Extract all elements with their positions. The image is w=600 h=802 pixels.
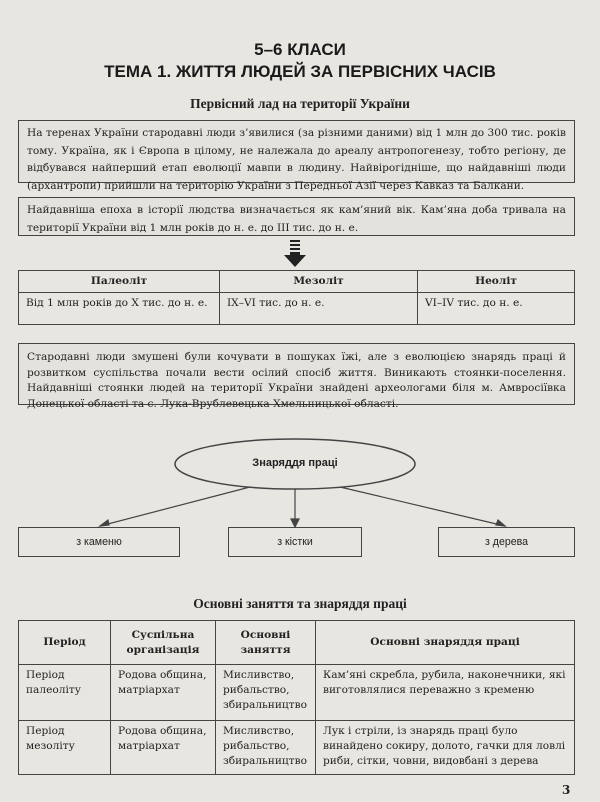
- table-cell: Мисливство, рибальство, збиральництво: [216, 665, 316, 721]
- intro-paragraph-box: На теренах України стародавні люди з’явилися (за різними даними) від 1 млн до 300 тис. років тому. Україна, як і Європа в цілому, не належала до ареалу антропогенезу, тобто регіону, де відбувався найперший етап еволюції мавпи в людину. Найвірогідніше, що найдавніші люди (архантропи) прийшли на територію України з Передньої Азії через Кавказ та Балкани.: [18, 120, 575, 183]
- section-title: Основні заняття та знаряддя праці: [193, 596, 407, 611]
- branch-wood: з дерева: [438, 527, 575, 557]
- table-cell: Період палеоліту: [19, 665, 111, 721]
- table-cell: Родова община, матріархат: [111, 721, 216, 775]
- down-arrow-icon: [283, 240, 307, 268]
- occupations-table: [18, 620, 575, 775]
- table-cell: Період мезоліту: [19, 721, 111, 775]
- period-header: Неоліт: [418, 271, 575, 293]
- stone-age-paragraph-box: Найдавніша епоха в історії людства визначається як кам’яний вік. Кам’яна доба тривала на території України від 1 млн років до н. е. до III тис. до н. е.: [18, 197, 575, 236]
- period-dates: IX–VI тис. до н. е.: [220, 293, 418, 325]
- diagram-center-label: Знаряддя праці: [252, 457, 338, 469]
- topic-heading: ТЕМА 1. ЖИТТЯ ЛЮДЕЙ ЗА ПЕРВІСНИХ ЧАСІВ: [104, 62, 496, 81]
- period-dates: Від 1 млн років до X тис. до н. е.: [19, 293, 220, 325]
- period-header: Палеоліт: [19, 271, 220, 293]
- periods-table: [18, 270, 575, 325]
- table-row: [19, 721, 575, 775]
- settlements-paragraph-box: Стародавні люди змушені були кочувати в пошуках їжі, але з еволюцією знарядь праці й розвитком суспільства почали вести осілий спосіб життя. Виникають стоянки-поселення. Найдавніші стоянки людей на території України знайдені археологами біля м. Амвросіївка Донецької області та с. Лука-Врублевецька Хмельницької області.: [18, 343, 575, 405]
- period-dates: VI–IV тис. до н. е.: [418, 293, 575, 325]
- grades-heading: 5–6 КЛАСИ: [254, 40, 346, 59]
- section-title: Первісний лад на території України: [190, 96, 410, 111]
- table-cell: Мисливство, рибальство, збиральництво: [216, 721, 316, 775]
- diagram-connectors: [0, 430, 600, 530]
- column-header: Основні заняття: [216, 621, 316, 665]
- branch-bone: з кістки: [228, 527, 362, 557]
- column-header: Основні знаряддя праці: [316, 621, 575, 665]
- table-cell: Кам’яні скребла, рубила, наконечники, які виготовлялися переважно з кременю: [316, 665, 575, 721]
- period-header: Мезоліт: [220, 271, 418, 293]
- table-cell: Родова община, матріархат: [111, 665, 216, 721]
- column-header: Суспільна організація: [111, 621, 216, 665]
- page-number: 3: [562, 783, 571, 797]
- branch-stone: з каменю: [18, 527, 180, 557]
- table-row: [19, 665, 575, 721]
- column-header: Період: [19, 621, 111, 665]
- table-cell: Лук і стріли, із знарядь праці було винайдено сокиру, долото, гачки для ловлі риби, сітки, човни, видовбані з дерева: [316, 721, 575, 775]
